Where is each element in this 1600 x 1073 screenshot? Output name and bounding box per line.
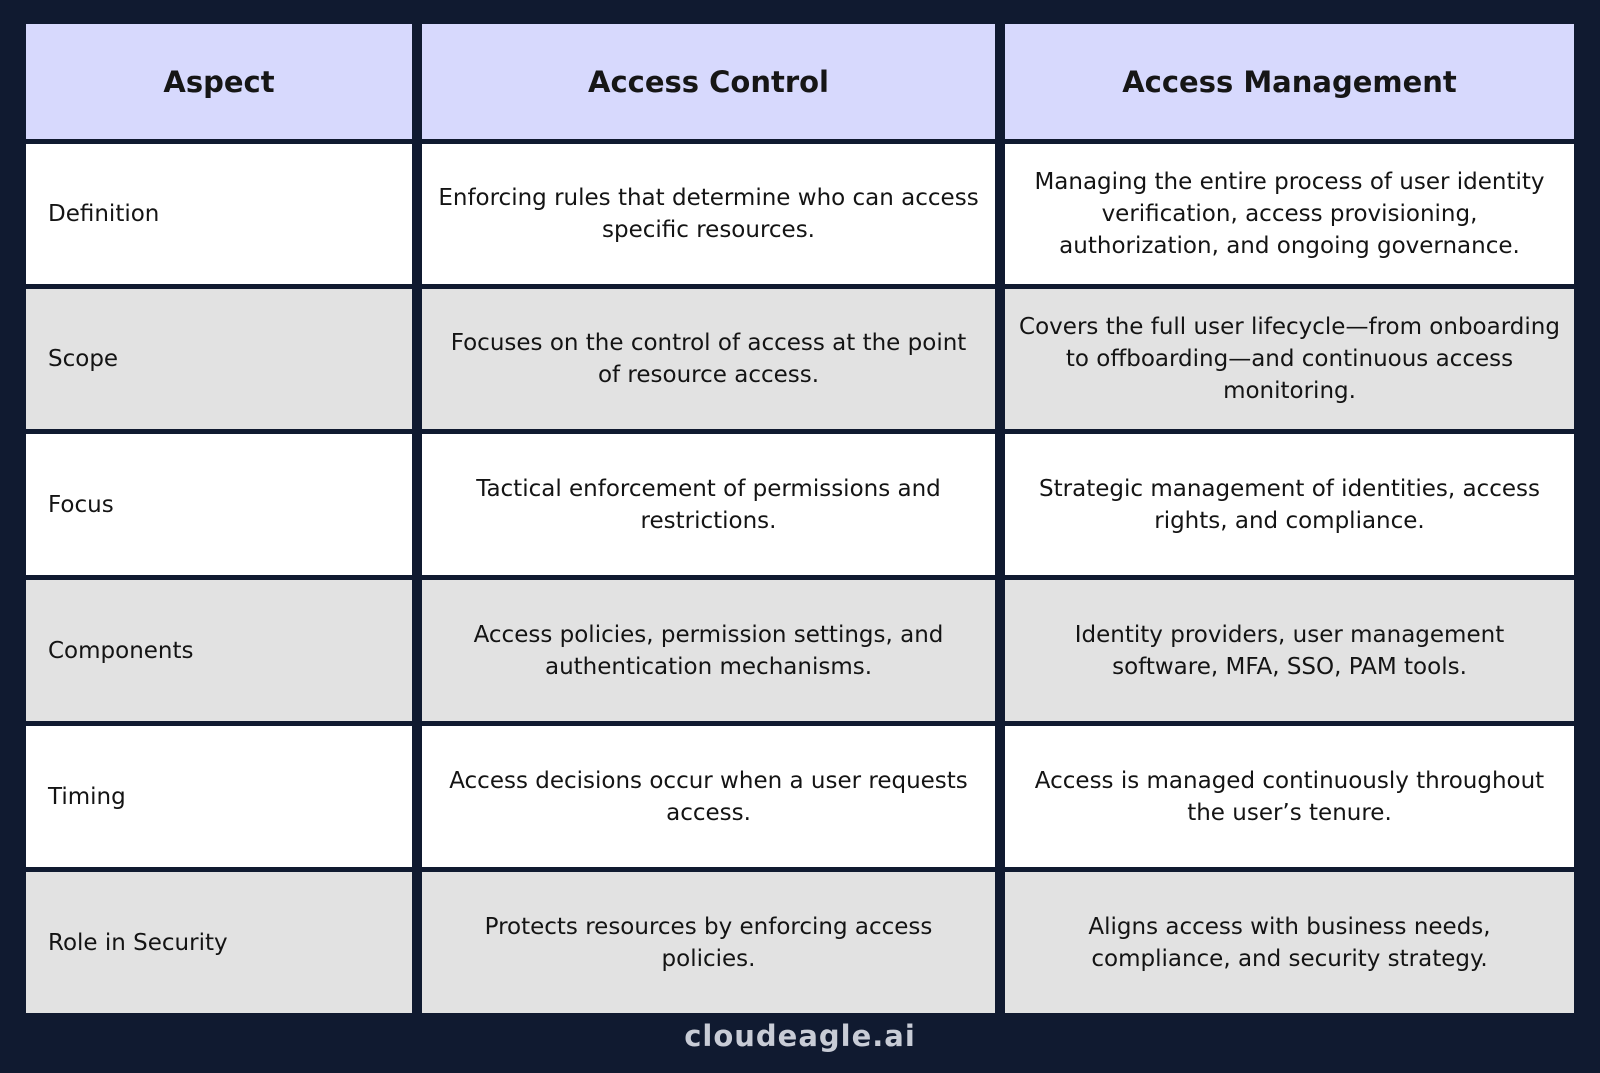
row-focus-access-management: Strategic management of identities, access rights, and compliance.: [1005, 434, 1574, 575]
row-role-in-security-access-management: Aligns access with business needs, compliance, and security strategy.: [1005, 872, 1574, 1013]
header-aspect: Aspect: [26, 24, 412, 139]
row-timing-access-control: Access decisions occur when a user requests access.: [422, 726, 995, 867]
row-focus-access-control: Tactical enforcement of permissions and restrictions.: [422, 434, 995, 575]
comparison-table: [26, 24, 1574, 1013]
row-timing-aspect: Timing: [26, 726, 412, 867]
row-definition-access-control: Enforcing rules that determine who can access specific resources.: [422, 144, 995, 284]
row-scope-access-management: Covers the full user lifecycle—from onboarding to offboarding—and continuous access monitoring.: [1005, 289, 1574, 429]
brand-logo: cloudeagle.ai: [684, 1019, 916, 1053]
row-focus-aspect: Focus: [26, 434, 412, 575]
row-definition-aspect: Definition: [26, 144, 412, 284]
row-definition-access-management: Managing the entire process of user identity verification, access provisioning, authorization, and ongoing governance.: [1005, 144, 1574, 284]
row-role-in-security-aspect: Role in Security: [26, 872, 412, 1013]
row-components-access-management: Identity providers, user management software, MFA, SSO, PAM tools.: [1005, 580, 1574, 721]
header-access-control: Access Control: [422, 24, 995, 139]
row-components-access-control: Access policies, permission settings, and authentication mechanisms.: [422, 580, 995, 721]
row-role-in-security-access-control: Protects resources by enforcing access policies.: [422, 872, 995, 1013]
header-access-management: Access Management: [1005, 24, 1574, 139]
row-timing-access-management: Access is managed continuously throughout the user’s tenure.: [1005, 726, 1574, 867]
row-scope-access-control: Focuses on the control of access at the point of resource access.: [422, 289, 995, 429]
row-components-aspect: Components: [26, 580, 412, 721]
row-scope-aspect: Scope: [26, 289, 412, 429]
